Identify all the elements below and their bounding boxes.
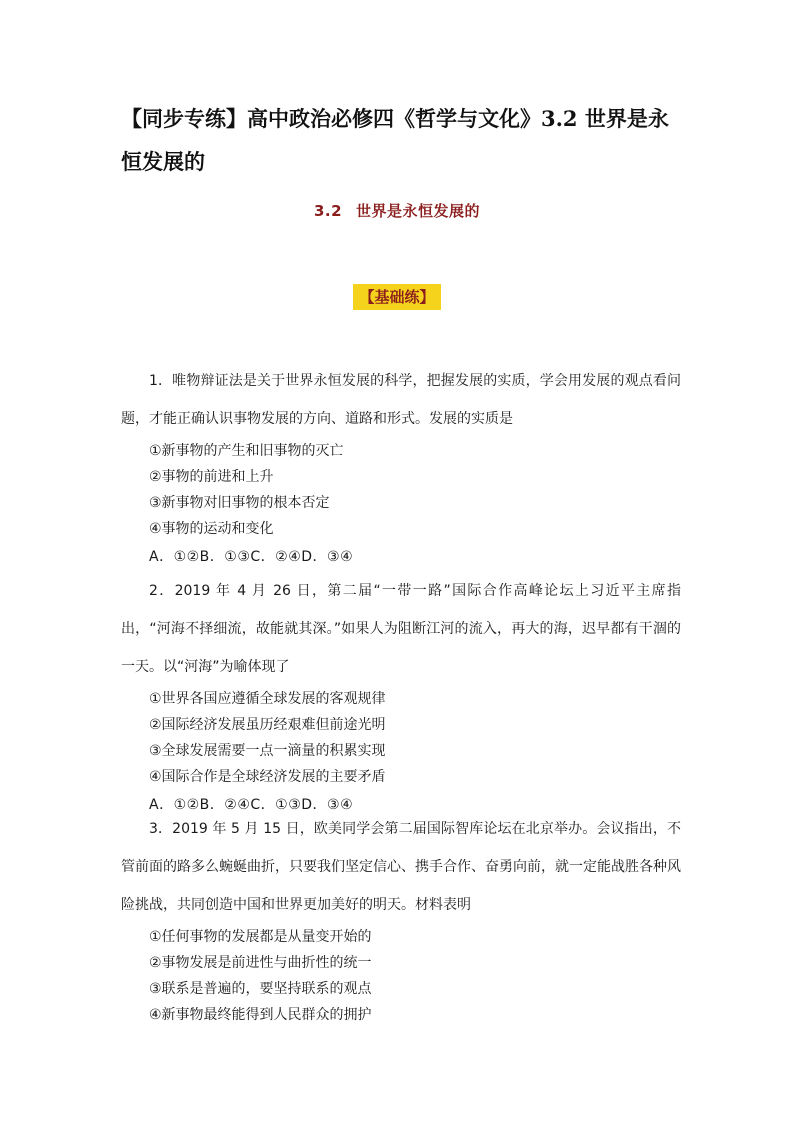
option-item: ①新事物的产生和旧事物的灭亡 [149, 443, 344, 459]
question-stem: 2．2019 年 4 月 26 日，第二届“一带一路”国际合作高峰论坛上习近平主席指出，“河海不择细流，故能就其深。”如果人为阻断江河的流入，再大的海，迟早都有干涸的一天。以“河海”为喻体现了 [121, 583, 681, 675]
option-item: ④国际合作是全球经济发展的主要矛盾 [149, 769, 386, 785]
option-item: ④新事物最终能得到人民群众的拥护 [149, 1007, 372, 1023]
question-stem: 3．2019 年 5 月 15 日，欧美同学会第二届国际智库论坛在北京举办。会议指出，不管前面的路多么蜿蜒曲折，只要我们坚定信心、携手合作、奋勇向前，就一定能战胜各种风险挑战，共同创造中国和世界更加美好的明天。材料表明 [121, 821, 681, 913]
section-badge-row [0, 284, 794, 310]
section-badge: 【基础练】 [353, 284, 440, 310]
option-item: ②国际经济发展虽历经艰难但前途光明 [149, 717, 386, 733]
answer-choices: A．①②B．②④C．①③D．③④ [149, 797, 354, 813]
option-item: ④事物的运动和变化 [149, 521, 274, 537]
answer-choices: A．①②B．①③C．②④D．③④ [149, 549, 354, 565]
question-3 [121, 810, 681, 1028]
question-2 [121, 572, 681, 818]
option-item: ③全球发展需要一点一滴量的积累实现 [149, 743, 386, 759]
option-item: ①世界各国应遵循全球发展的客观规律 [149, 691, 386, 707]
option-item: ③联系是普遍的，要坚持联系的观点 [149, 981, 372, 997]
question-1 [121, 362, 681, 570]
option-item: ②事物发展是前进性与曲折性的统一 [149, 955, 372, 971]
option-item: ①任何事物的发展都是从量变开始的 [149, 929, 372, 945]
question-stem: 1．唯物辩证法是关于世界永恒发展的科学，把握发展的实质，学会用发展的观点看问题，才能正确认识事物发展的方向、道路和形式。发展的实质是 [121, 373, 681, 427]
page-title: 【同步专练】高中政治必修四《哲学与文化》3.2 世界是永恒发展的 [121, 106, 669, 174]
subtitle-number: 3.2 [313, 202, 343, 220]
option-item: ②事物的前进和上升 [149, 469, 274, 485]
subtitle-text: 世界是永恒发展的 [356, 202, 481, 220]
section-subtitle [0, 200, 794, 221]
option-item: ③新事物对旧事物的根本否定 [149, 495, 330, 511]
